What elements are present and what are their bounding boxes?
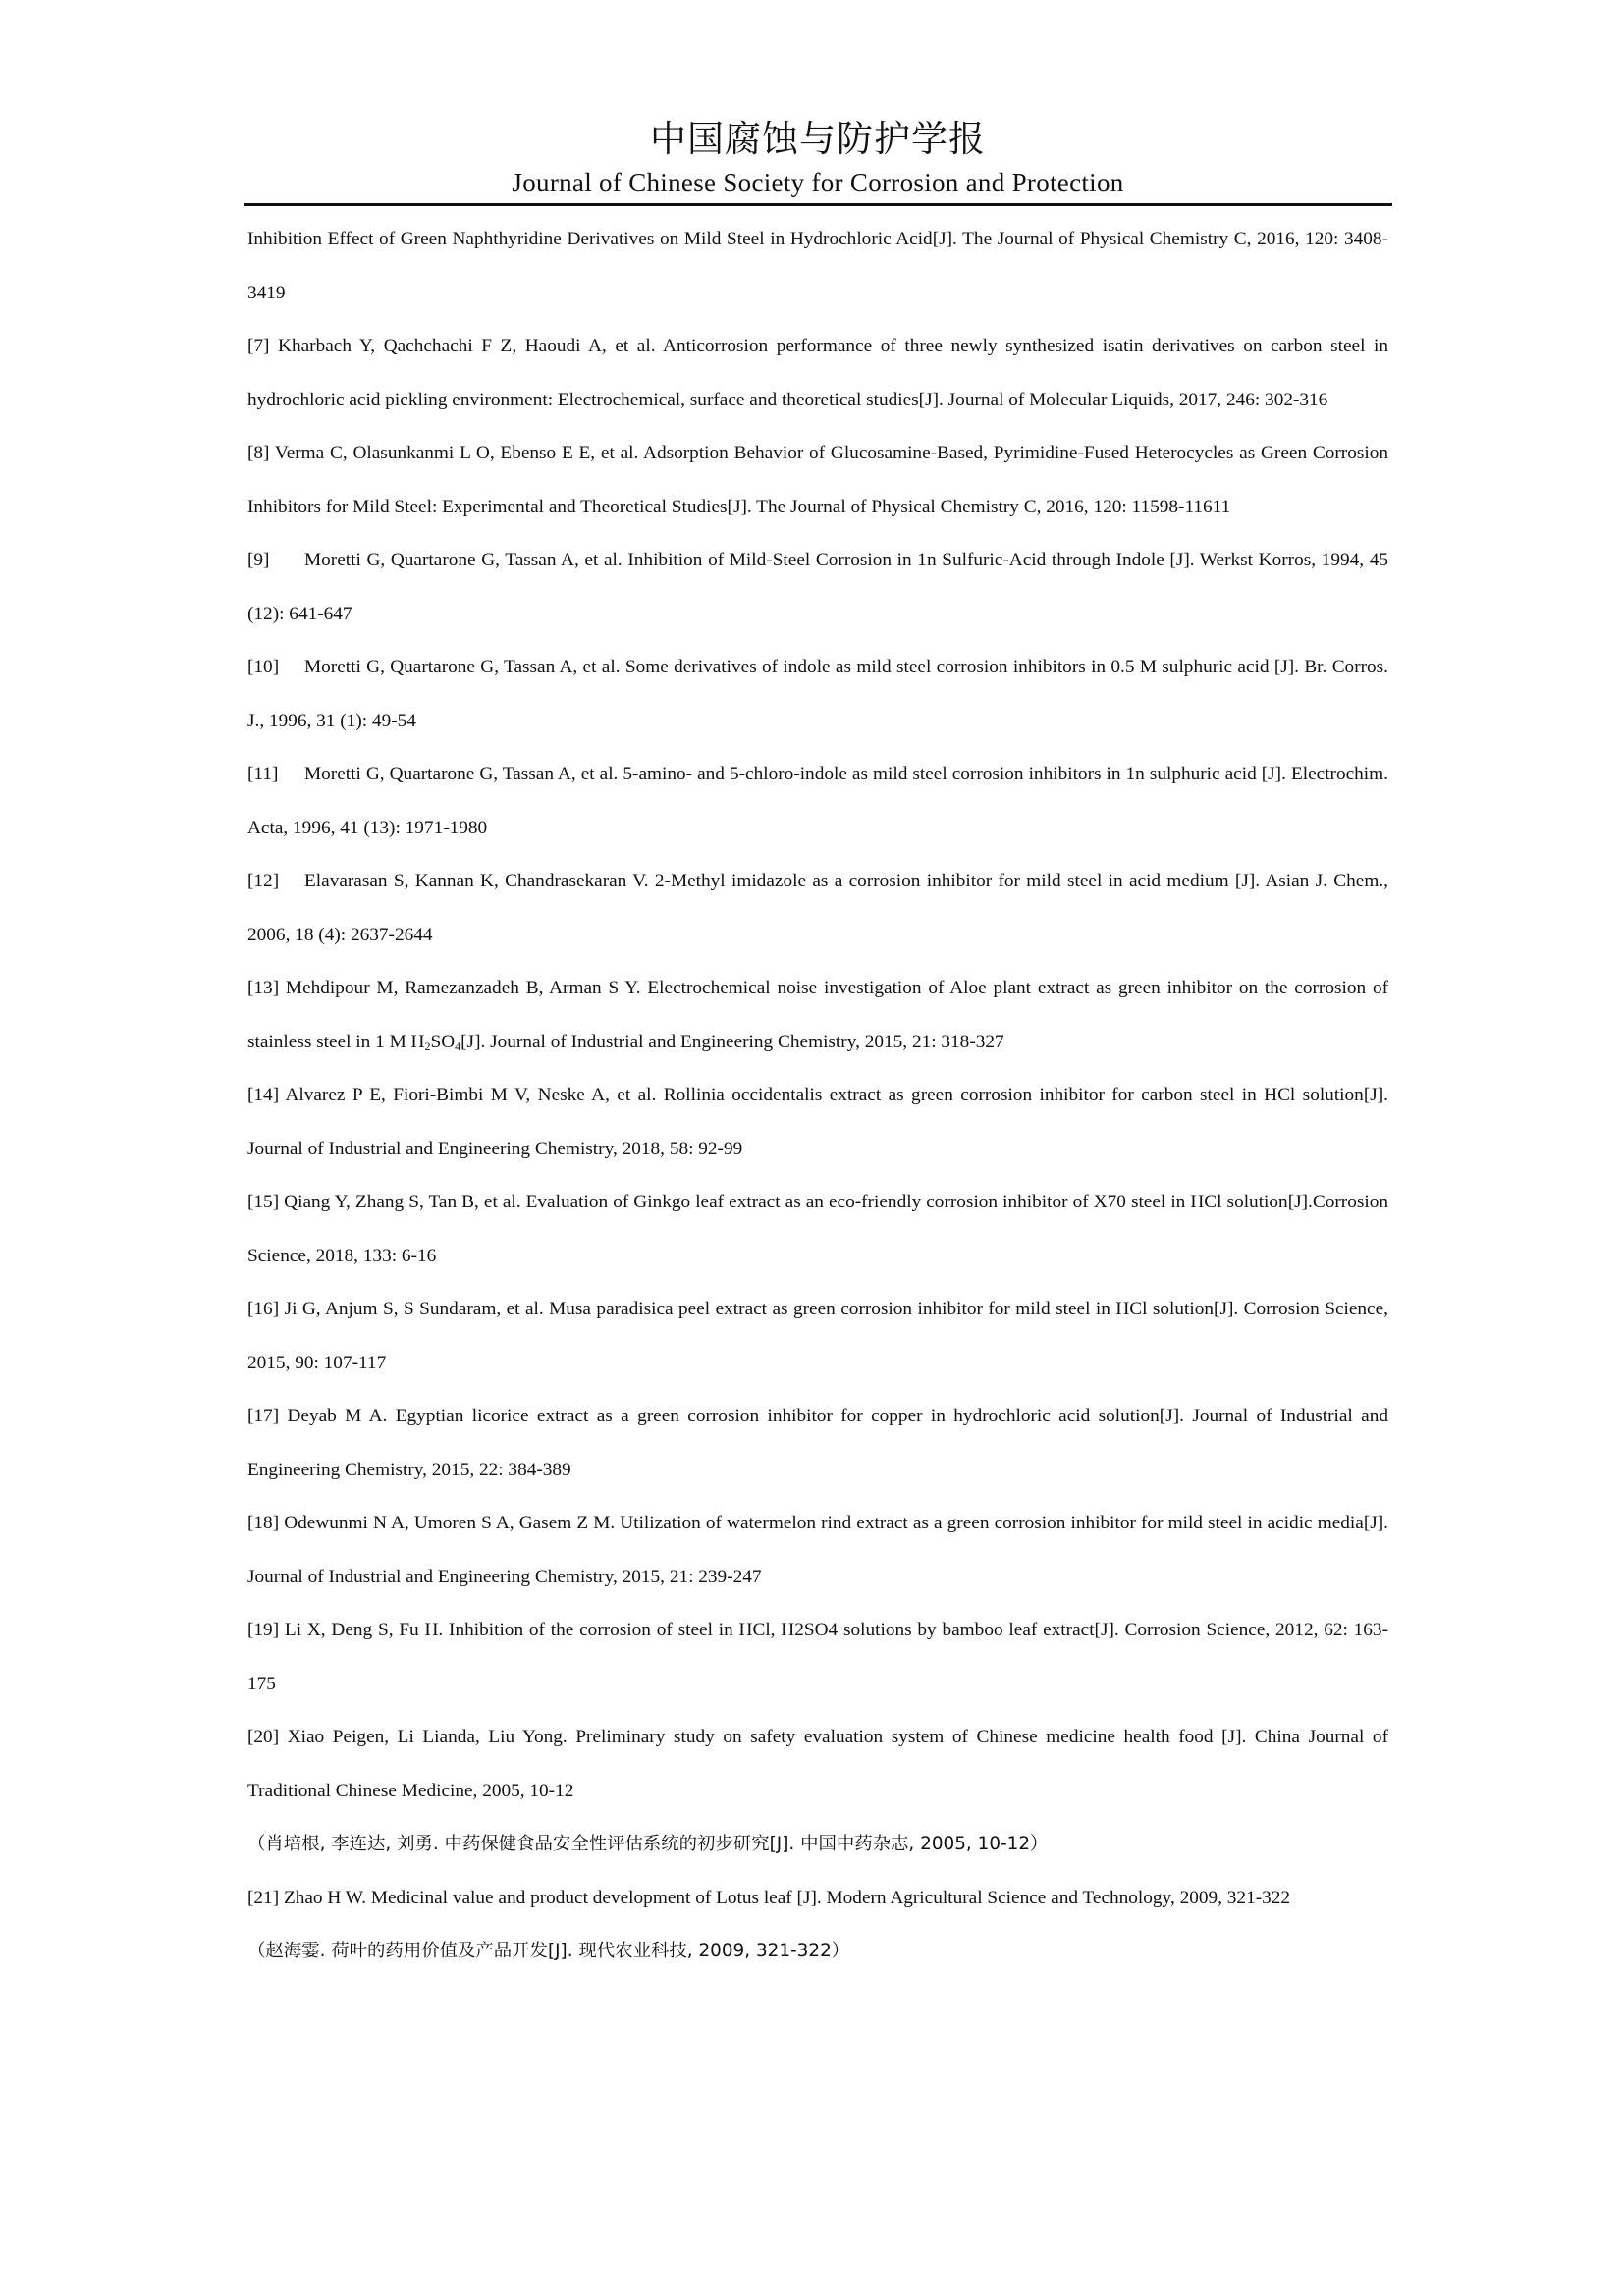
reference-13 bbox=[247, 962, 1388, 1069]
reference-21: [21] Zhao H W. Medicinal value and product development of Lotus leaf [J]. Modern Agricultural Science and Technology, 2009, 321-322 bbox=[247, 1887, 1291, 1908]
reference-9 bbox=[247, 534, 1388, 641]
reference-12 bbox=[247, 855, 1388, 962]
reference-number: [12] bbox=[247, 871, 280, 891]
header-divider bbox=[244, 203, 1392, 206]
reference-text: Moretti G, Quartarone G, Tassan A, et al. Inhibition of Mild-Steel Corrosion in 1n Sulfuric-Acid through Indole [J]. Werkst Korros, 1994, 45 (12): 641-647 bbox=[247, 550, 1388, 624]
journal-title-english: Journal of Chinese Society for Corrosion and Protection bbox=[512, 168, 1124, 197]
reference-17: [17] Deyab M A. Egyptian licorice extract as a green corrosion inhibitor for copper in hydrochloric acid solution[J]. Journal of Industrial and Engineering Chemistry, 2015, 22: 384-389 bbox=[247, 1406, 1388, 1480]
reference-20-chinese: （肖培根, 李连达, 刘勇. 中药保健食品安全性评估系统的初步研究[J]. 中国中药杂志, 2005, 10-12） bbox=[247, 1834, 1049, 1854]
reference-text: Moretti G, Quartarone G, Tassan A, et al. Some derivatives of indole as mild steel corrosion inhibitors in 0.5 M sulphuric acid [J]. Br. Corros. J., 1996, 31 (1): 49-54 bbox=[247, 657, 1388, 731]
reference-16: [16] Ji G, Anjum S, S Sundaram, et al. Musa paradisica peel extract as green corrosion inhibitor for mild steel in HCl solution[J]. Corrosion Science, 2015, 90: 107-117 bbox=[247, 1299, 1388, 1373]
reference-number: [10] bbox=[247, 657, 280, 677]
reference-19: [19] Li X, Deng S, Fu H. Inhibition of the corrosion of steel in HCl, H2SO4 solutions by bamboo leaf extract[J]. Corrosion Science, 2012, 62: 163-175 bbox=[247, 1620, 1388, 1694]
reference-text-part: [13] Mehdipour M, Ramezanzadeh B, Arman S Y. Electrochemical noise investigation of Aloe plant extract as green inhibitor on the corrosion of stainless steel in 1 M H bbox=[247, 978, 1388, 1052]
reference-18: [18] Odewunmi N A, Umoren S A, Gasem Z M. Utilization of watermelon rind extract as a green corrosion inhibitor for mild steel in acidic media[J]. Journal of Industrial and Engineering Chemistry, 2015, 21: 239-247 bbox=[247, 1513, 1388, 1587]
journal-title-chinese: 中国腐蚀与防护学报 bbox=[650, 118, 986, 160]
reference-text-part: SO bbox=[430, 1031, 456, 1052]
subscript: 2 bbox=[424, 1039, 431, 1053]
reference-text: Moretti G, Quartarone G, Tassan A, et al. 5-amino- and 5-chloro-indole as mild steel corrosion inhibitors in 1n sulphuric acid [J]. Electrochim. Acta, 1996, 41 (13): 1971-1980 bbox=[247, 764, 1388, 838]
reference-7: [7] Kharbach Y, Qachchachi F Z, Haoudi A, et al. Anticorrosion performance of three newly synthesized isatin derivatives on carbon steel in hydrochloric acid pickling environment: Electrochemical, surface and theoretical studies[J]. Journal of Molecular Liquids, 2017, 246: 302-316 bbox=[247, 336, 1388, 410]
reference-10 bbox=[247, 641, 1388, 748]
reference-6-continued: Inhibition Effect of Green Naphthyridine Derivatives on Mild Steel in Hydrochloric Acid[J]. The Journal of Physical Chemistry C, 2016, 120: 3408-3419 bbox=[247, 229, 1388, 303]
reference-number: [9] bbox=[247, 550, 270, 570]
reference-21-chinese: （赵海霎. 荷叶的药用价值及产品开发[J]. 现代农业科技, 2009, 321-322） bbox=[247, 1941, 850, 1961]
reference-8: [8] Verma C, Olasunkanmi L O, Ebenso E E, et al. Adsorption Behavior of Glucosamine-Based, Pyrimidine-Fused Heterocycles as Green Corrosion Inhibitors for Mild Steel: Experimental and Theoretical Studies[J]. The Journal of Physical Chemistry C, 2016, 120: 11598-11611 bbox=[247, 443, 1388, 517]
reference-15: [15] Qiang Y, Zhang S, Tan B, et al. Evaluation of Ginkgo leaf extract as an eco-friendly corrosion inhibitor of X70 steel in HCl solution[J].Corrosion Science, 2018, 133: 6-16 bbox=[247, 1192, 1388, 1266]
reference-20: [20] Xiao Peigen, Li Lianda, Liu Yong. Preliminary study on safety evaluation system of Chinese medicine health food [J]. China Journal of Traditional Chinese Medicine, 2005, 10-12 bbox=[247, 1727, 1388, 1801]
reference-number: [11] bbox=[247, 764, 279, 784]
reference-text-part: [J]. Journal of Industrial and Engineering Chemistry, 2015, 21: 318-327 bbox=[460, 1031, 1004, 1052]
running-header bbox=[244, 116, 1392, 199]
reference-11 bbox=[247, 748, 1388, 855]
reference-list bbox=[247, 213, 1388, 1979]
reference-14: [14] Alvarez P E, Fiori-Bimbi M V, Neske A, et al. Rollinia occidentalis extract as green corrosion inhibitor for carbon steel in HCl solution[J]. Journal of Industrial and Engineering Chemistry, 2018, 58: 92-99 bbox=[247, 1085, 1388, 1159]
subscript: 4 bbox=[455, 1039, 461, 1053]
reference-text: Elavarasan S, Kannan K, Chandrasekaran V. 2-Methyl imidazole as a corrosion inhibitor for mild steel in acid medium [J]. Asian J. Chem., 2006, 18 (4): 2637-2644 bbox=[247, 871, 1388, 945]
